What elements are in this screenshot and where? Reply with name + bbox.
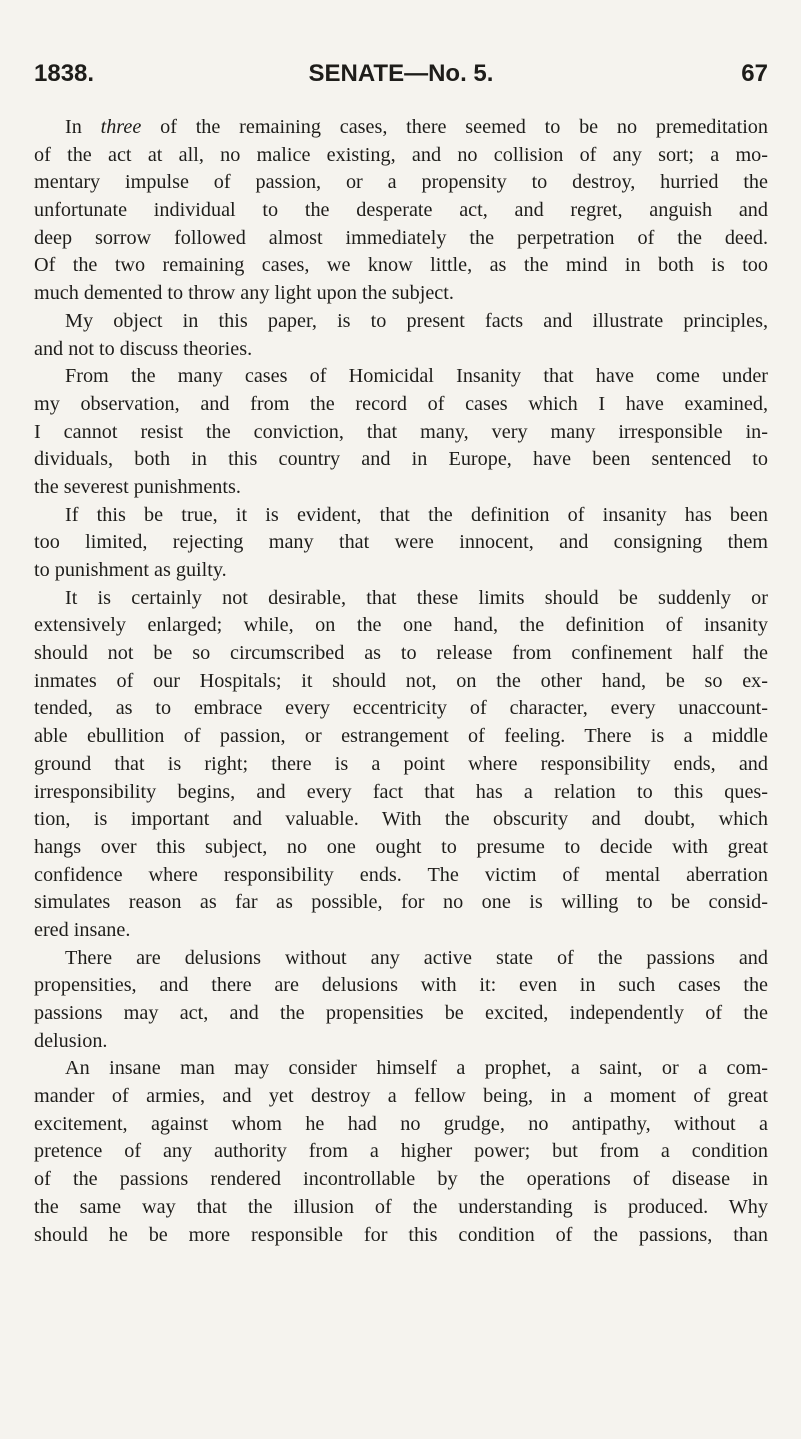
text-line: irresponsibility begins, and every fact that has a relation to this ques- (34, 780, 768, 803)
text-line: ered insane. (34, 918, 131, 941)
text-line: and not to discuss theories. (34, 337, 253, 360)
paragraph (34, 945, 768, 1056)
text-line: tion, is important and valuable. With the obscurity and doubt, which (34, 808, 768, 831)
text-line: tended, as to embrace every eccentricity of character, every unaccount- (34, 697, 768, 720)
text-line: It is certainly not desirable, that these limits should be suddenly or (65, 586, 768, 609)
text-line: simulates reason as far as possible, for no one is willing to be consid- (34, 891, 768, 914)
text-line: unfortunate individual to the desperate act, and regret, anguish and (34, 199, 768, 222)
paragraph (34, 585, 768, 945)
running-header (34, 60, 768, 100)
paragraph (34, 363, 768, 501)
text-fragment: of the remaining cases, there seemed to be no premeditation (141, 116, 768, 138)
header-page-number: 67 (741, 60, 768, 87)
text-line: passions may act, and the propensities be excited, independently of the (34, 1002, 768, 1024)
text-line: my observation, and from the record of cases which I have examined, (34, 392, 768, 415)
text-line: From the many cases of Homicidal Insanity that have come under (65, 365, 768, 388)
text-line: the severest punishments. (34, 475, 241, 498)
body-text (34, 114, 768, 1249)
paragraph (34, 1055, 768, 1249)
paragraph (34, 114, 768, 308)
text-line: My object in this paper, is to present facts and illustrate principles, (65, 309, 768, 332)
text-line: mander of armies, and yet destroy a fellow being, in a moment of great (34, 1085, 768, 1108)
text-line: extensively enlarged; while, on the one hand, the definition of insanity (34, 614, 768, 637)
header-year: 1838. (34, 60, 95, 87)
text-line: ground that is right; there is a point where responsibility ends, and (34, 752, 768, 775)
text-line: Of the two remaining cases, we know little, as the mind in both is too (34, 254, 768, 277)
text-line: of the passions rendered incontrollable by the operations of disease in (34, 1168, 768, 1191)
text-line: should he be more responsible for this condition of the passions, than (34, 1223, 768, 1246)
text-line: excitement, against whom he had no grudge, no antipathy, without a (34, 1112, 768, 1135)
text-line: An insane man may consider himself a prophet, a saint, or a com- (65, 1057, 768, 1080)
text-line: deep sorrow followed almost immediately the perpetration of the deed. (34, 226, 768, 249)
text-line: the same way that the illusion of the understanding is produced. Why (34, 1195, 768, 1218)
text-line: able ebullition of passion, or estrangement of feeling. There is a middle (34, 725, 768, 748)
paragraph (34, 308, 768, 363)
text-line: I cannot resist the conviction, that many, very many irresponsible in- (34, 420, 768, 443)
text-line: dividuals, both in this country and in Europe, have been sentenced to (34, 448, 768, 471)
text-line: If this be true, it is evident, that the definition of insanity has been (65, 503, 768, 526)
text-line: much demented to throw any light upon the subject. (34, 282, 454, 305)
text-line: confidence where responsibility ends. The victim of mental aberration (34, 863, 768, 886)
text-line: hangs over this subject, no one ought to presume to decide with great (34, 835, 768, 858)
text-line: pretence of any authority from a higher power; but from a condition (34, 1140, 768, 1163)
text-line: mentary impulse of passion, or a propensity to destroy, hurried the (34, 171, 768, 194)
text-line: propensities, and there are delusions with it: even in such cases the (34, 974, 768, 997)
text-line: too limited, rejecting many that were innocent, and consigning them (34, 531, 768, 554)
text-line: There are delusions without any active state of the passions and (65, 946, 768, 969)
text-line: delusion. (34, 1029, 108, 1052)
text-line: of the act at all, no malice existing, and no collision of any sort; a mo- (34, 143, 768, 166)
header-title: SENATE—No. 5. (308, 60, 494, 87)
text-line (34, 114, 768, 142)
paragraph (34, 502, 768, 585)
text-fragment: In (65, 116, 101, 138)
text-line: should not be so circumscribed as to release from confinement half the (34, 642, 768, 665)
italic-word: three (100, 116, 142, 138)
text-line: to punishment as guilty. (34, 559, 227, 581)
text-line: inmates of our Hospitals; it should not, on the other hand, be so ex- (34, 669, 768, 692)
